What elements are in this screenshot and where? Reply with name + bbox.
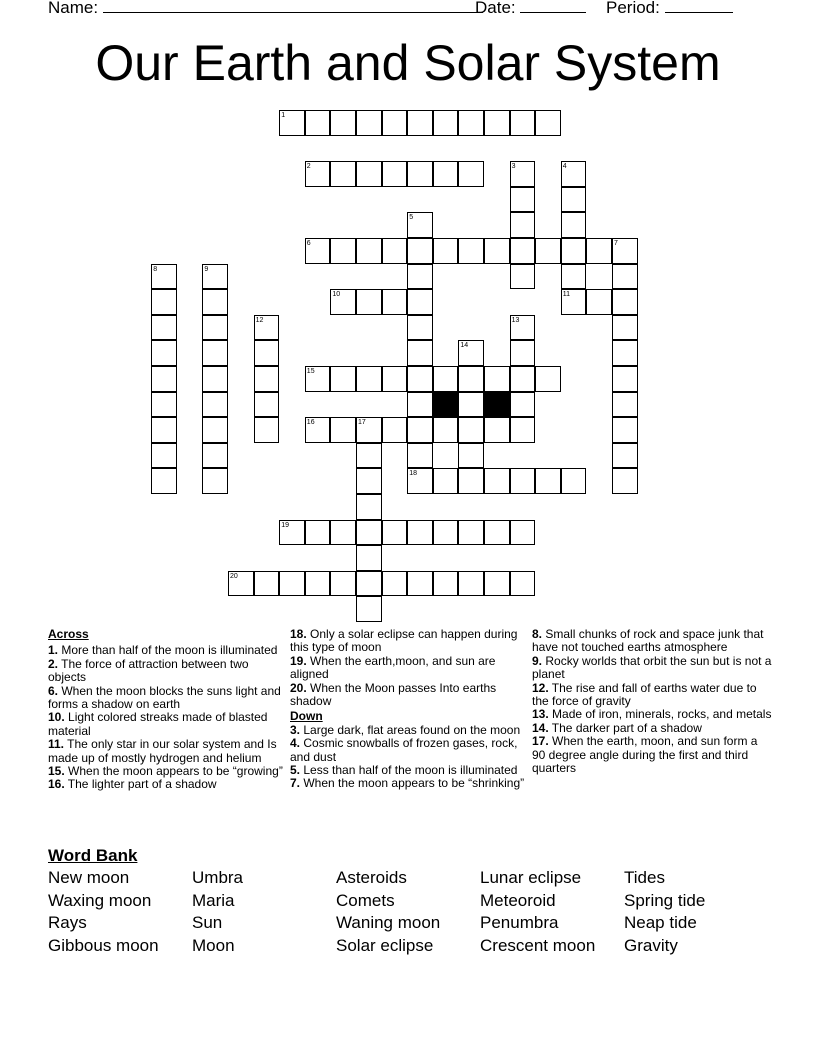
clue-item xyxy=(532,735,772,775)
clue-item xyxy=(532,708,772,721)
crossword-cell[interactable] xyxy=(433,366,459,392)
clue-number: 16. xyxy=(48,777,65,792)
clue-item xyxy=(532,682,772,709)
clue-item xyxy=(290,655,530,682)
word-bank-item: Comets xyxy=(336,891,395,910)
clue-number-4: 4 xyxy=(562,163,567,171)
clue-number-9: 9 xyxy=(204,265,209,273)
crossword-cell[interactable] xyxy=(382,571,408,597)
clue-text: When the moon blocks the suns light and forms a shadow on earth xyxy=(48,683,281,712)
clue-number: 15. xyxy=(48,764,65,779)
clue-number: 8. xyxy=(532,627,543,641)
crossword-cell[interactable] xyxy=(484,571,510,597)
clue-text: Less than half of the moon is illuminated xyxy=(300,763,518,778)
crossword-cell[interactable] xyxy=(330,571,356,597)
word-bank-item: Meteoroid xyxy=(480,891,556,910)
crossword-cell[interactable] xyxy=(484,468,510,494)
word-bank-item: Spring tide xyxy=(624,891,706,910)
period-label: Period: xyxy=(606,0,660,17)
crossword-cell[interactable] xyxy=(612,264,638,290)
clue-item xyxy=(290,682,530,709)
clue-number: 4. xyxy=(290,736,301,751)
crossword-cell[interactable] xyxy=(356,545,382,571)
clue-number-5: 5 xyxy=(409,214,414,222)
crossword-cell[interactable] xyxy=(510,417,536,443)
crossword-cell[interactable] xyxy=(330,238,356,264)
crossword-cell[interactable] xyxy=(407,315,433,341)
crossword-cell[interactable] xyxy=(433,110,459,136)
crossword-cell[interactable] xyxy=(356,289,382,315)
crossword-cell[interactable] xyxy=(510,187,536,213)
clue-number-16: 16 xyxy=(306,419,315,427)
clue-item xyxy=(532,655,772,682)
crossword-cell[interactable] xyxy=(458,110,484,136)
crossword-cell[interactable] xyxy=(458,417,484,443)
word-bank-item: Solar eclipse xyxy=(336,936,434,955)
clue-number: 20. xyxy=(290,680,307,695)
crossword-cell[interactable] xyxy=(356,596,382,622)
crossword-cell[interactable] xyxy=(382,161,408,187)
crossword-cell[interactable] xyxy=(151,340,177,366)
clue-number: 2. xyxy=(48,656,59,671)
clue-number: 18. xyxy=(290,627,307,641)
word-bank-item: Crescent moon xyxy=(480,936,596,955)
clue-item xyxy=(48,658,288,685)
crossword-cell[interactable] xyxy=(484,417,510,443)
crossword-cell[interactable] xyxy=(458,443,484,469)
clue-item xyxy=(290,737,530,764)
crossword-cell[interactable] xyxy=(612,289,638,315)
word-bank-item: Umbra xyxy=(192,868,244,887)
clue-number: 9. xyxy=(532,653,543,668)
clue-number: 6. xyxy=(48,683,59,698)
clue-text: When the moon appears to be “shrinking” xyxy=(300,776,525,791)
crossword-cell[interactable] xyxy=(586,238,612,264)
crossword-cell[interactable] xyxy=(484,238,510,264)
clue-item xyxy=(290,777,530,790)
crossword-cell[interactable] xyxy=(458,520,484,546)
word-bank-item: New moon xyxy=(48,868,130,887)
crossword-cell[interactable] xyxy=(407,571,433,597)
word-bank-item: Waxing moon xyxy=(48,891,152,910)
clue-number-12: 12 xyxy=(255,316,264,324)
word-bank-item: Penumbra xyxy=(480,913,559,932)
crossword-cell[interactable] xyxy=(356,571,382,597)
crossword-cell[interactable] xyxy=(382,520,408,546)
clue-number-10: 10 xyxy=(332,291,341,299)
crossword-cell[interactable] xyxy=(382,289,408,315)
crossword-cell[interactable] xyxy=(254,571,280,597)
word-bank-item: Rays xyxy=(48,913,87,932)
crossword-cell[interactable] xyxy=(535,238,561,264)
clue-number-13: 13 xyxy=(511,316,520,324)
crossword-cell[interactable] xyxy=(535,110,561,136)
crossword-cell[interactable] xyxy=(433,468,459,494)
clue-number: 14. xyxy=(532,720,549,735)
crossword-cell[interactable] xyxy=(356,161,382,187)
clue-number: 13. xyxy=(532,707,549,722)
clue-item xyxy=(48,778,288,791)
crossword-cell[interactable] xyxy=(510,571,536,597)
clue-number: 3. xyxy=(290,722,301,737)
clue-number-15: 15 xyxy=(306,368,315,375)
clue-number-2: 2 xyxy=(306,163,311,171)
crossword-cell[interactable] xyxy=(510,110,536,136)
crossword-cell[interactable] xyxy=(458,238,484,264)
name-label: Name: xyxy=(48,0,99,17)
crossword-cell[interactable] xyxy=(407,443,433,469)
crossword-cell[interactable] xyxy=(382,366,408,392)
crossword-cell[interactable] xyxy=(510,212,536,238)
clue-number: 11. xyxy=(48,737,65,752)
crossword-cell[interactable] xyxy=(202,468,228,494)
crossword-cell[interactable] xyxy=(279,571,305,597)
clue-number: 12. xyxy=(532,680,549,695)
clue-text: Small chunks of rock and space junk that have not touched earths atmosphere xyxy=(532,627,764,655)
crossword-cell[interactable] xyxy=(151,315,177,341)
crossword-cell[interactable] xyxy=(458,468,484,494)
clue-number-20: 20 xyxy=(230,572,238,580)
crossword-cell[interactable] xyxy=(433,161,459,187)
crossword-cell[interactable] xyxy=(407,110,433,136)
crossword-cell[interactable] xyxy=(612,340,638,366)
clues-column-1 xyxy=(48,628,288,792)
crossword-cell[interactable] xyxy=(407,238,433,264)
clue-item xyxy=(290,724,530,737)
crossword-cell[interactable] xyxy=(484,110,510,136)
clue-number: 1. xyxy=(48,643,59,658)
clue-text: When the Moon passes Into earths shadow xyxy=(290,680,497,709)
crossword-cell[interactable] xyxy=(202,315,228,341)
clue-text: Large dark, flat areas found on the moon xyxy=(300,722,521,737)
word-bank-item: Gravity xyxy=(624,936,678,955)
crossword-cell[interactable] xyxy=(458,392,484,418)
crossword-cell[interactable] xyxy=(535,366,561,392)
clue-text: The force of attraction between two objects xyxy=(48,656,249,685)
crossword-cell[interactable] xyxy=(151,468,177,494)
crossword-cell[interactable] xyxy=(330,161,356,187)
crossword-cell[interactable] xyxy=(151,417,177,443)
crossword-cell[interactable] xyxy=(151,443,177,469)
word-bank-item: Sun xyxy=(192,913,223,932)
crossword-cell[interactable] xyxy=(433,417,459,443)
crossword-cell[interactable] xyxy=(612,366,638,392)
clue-number: 5. xyxy=(290,763,301,778)
crossword-cell[interactable] xyxy=(407,340,433,366)
crossword-cell[interactable] xyxy=(151,392,177,418)
clue-number-7: 7 xyxy=(614,240,618,247)
crossword-cell[interactable] xyxy=(612,417,638,443)
clue-text: Only a solar eclipse can happen during this type of moon xyxy=(290,627,518,655)
crossword-cell[interactable] xyxy=(202,366,228,392)
word-bank-item: Gibbous moon xyxy=(48,936,159,955)
crossword-cell[interactable] xyxy=(151,289,177,315)
word-bank-item: Waning moon xyxy=(336,913,441,932)
clue-item xyxy=(290,628,530,655)
crossword-cell[interactable] xyxy=(356,520,382,546)
clue-item xyxy=(532,722,772,735)
crossword-cell[interactable] xyxy=(407,161,433,187)
date-label: Date: xyxy=(475,0,516,17)
word-bank-item: Moon xyxy=(192,936,235,955)
crossword-cell[interactable] xyxy=(561,238,587,264)
crossword-cell[interactable] xyxy=(407,366,433,392)
crossword-cell[interactable] xyxy=(305,110,331,136)
down-heading: Down xyxy=(290,709,323,724)
word-bank-item: Neap tide xyxy=(624,913,697,932)
crossword-cell[interactable] xyxy=(612,392,638,418)
crossword-cell[interactable] xyxy=(202,443,228,469)
crossword-black-cell xyxy=(484,392,510,418)
crossword-cell[interactable] xyxy=(612,315,638,341)
clue-text: Made of iron, minerals, rocks, and metals xyxy=(548,707,772,722)
crossword-cell[interactable] xyxy=(510,264,536,290)
clue-number-17: 17 xyxy=(358,419,366,427)
crossword-cell[interactable] xyxy=(561,264,587,290)
clue-number-18: 18 xyxy=(409,470,417,478)
clues-column-2 xyxy=(290,628,530,791)
crossword-cell[interactable] xyxy=(305,571,331,597)
clue-text: Rocky worlds that orbit the sun but is not a planet xyxy=(532,653,772,682)
crossword-cell[interactable] xyxy=(561,468,587,494)
crossword-cell[interactable] xyxy=(510,520,536,546)
crossword-cell[interactable] xyxy=(382,417,408,443)
clue-item xyxy=(48,738,288,765)
crossword-cell[interactable] xyxy=(330,366,356,392)
clue-text: The only star in our solar system and Is made up of mostly hydrogen and helium xyxy=(48,737,277,765)
crossword-cell[interactable] xyxy=(586,289,612,315)
clue-text: Light colored streaks made of blasted material xyxy=(48,710,268,738)
crossword-cell[interactable] xyxy=(510,238,536,264)
crossword-cell[interactable] xyxy=(382,110,408,136)
clue-text: More than half of the moon is illuminated xyxy=(58,643,278,658)
crossword-cell[interactable] xyxy=(510,340,536,366)
clue-number-6: 6 xyxy=(306,240,311,247)
crossword-cell[interactable] xyxy=(330,110,356,136)
crossword-cell[interactable] xyxy=(510,392,536,418)
crossword-cell[interactable] xyxy=(561,212,587,238)
clue-item xyxy=(532,628,772,655)
clue-number-14: 14 xyxy=(460,342,469,350)
crossword-cell[interactable] xyxy=(330,520,356,546)
crossword-cell[interactable] xyxy=(254,417,280,443)
crossword-cell[interactable] xyxy=(458,366,484,392)
crossword-cell[interactable] xyxy=(356,494,382,520)
crossword-cell[interactable] xyxy=(612,443,638,469)
crossword-cell[interactable] xyxy=(407,289,433,315)
clue-text: Cosmic snowballs of frozen gases, rock, and dust xyxy=(290,736,518,764)
clue-text: When the earth,moon, and sun are aligned xyxy=(290,653,496,682)
clue-item xyxy=(48,644,288,657)
clue-number: 10. xyxy=(48,710,65,725)
crossword-cell[interactable] xyxy=(433,571,459,597)
clue-number-11: 11 xyxy=(562,291,571,299)
crossword-cell[interactable] xyxy=(305,520,331,546)
crossword-cell[interactable] xyxy=(484,366,510,392)
crossword-black-cell xyxy=(433,392,459,418)
crossword-cell[interactable] xyxy=(254,340,280,366)
crossword-cell[interactable] xyxy=(356,110,382,136)
clue-number: 7. xyxy=(290,776,301,791)
clue-item xyxy=(48,685,288,712)
crossword-cell[interactable] xyxy=(612,468,638,494)
clue-number-3: 3 xyxy=(511,163,516,171)
clue-item xyxy=(290,764,530,777)
word-bank-title: Word Bank xyxy=(48,846,138,865)
crossword-cell[interactable] xyxy=(254,366,280,392)
crossword-cell[interactable] xyxy=(407,417,433,443)
crossword-cell[interactable] xyxy=(561,187,587,213)
crossword-cell[interactable] xyxy=(407,264,433,290)
crossword-cell[interactable] xyxy=(356,468,382,494)
word-bank-item: Tides xyxy=(624,868,665,887)
crossword-cell[interactable] xyxy=(202,417,228,443)
clue-text: The darker part of a shadow xyxy=(548,720,702,735)
clues-column-3 xyxy=(532,628,772,775)
crossword-cell[interactable] xyxy=(407,392,433,418)
clue-item xyxy=(48,765,288,778)
clue-text: When the moon appears to be “growing” xyxy=(64,764,283,779)
clue-number: 19. xyxy=(290,653,307,668)
crossword-cell[interactable] xyxy=(356,238,382,264)
word-bank-item: Lunar eclipse xyxy=(480,868,582,887)
clue-text: The lighter part of a shadow xyxy=(64,777,217,792)
crossword-cell[interactable] xyxy=(510,366,536,392)
crossword-cell[interactable] xyxy=(356,443,382,469)
crossword-cell[interactable] xyxy=(202,392,228,418)
crossword-cell[interactable] xyxy=(510,468,536,494)
crossword-cell[interactable] xyxy=(433,520,459,546)
crossword-cell[interactable] xyxy=(254,392,280,418)
across-heading: Across xyxy=(48,627,89,641)
page-title: Our Earth and Solar System xyxy=(95,35,721,91)
word-bank-item: Maria xyxy=(192,891,235,910)
crossword-cell[interactable] xyxy=(407,520,433,546)
crossword-cell[interactable] xyxy=(202,340,228,366)
clue-item xyxy=(48,711,288,738)
clue-text: The rise and fall of earths water due to the force of gravity xyxy=(532,680,757,709)
crossword-cell[interactable] xyxy=(484,520,510,546)
clue-number: 17. xyxy=(532,734,549,749)
clue-text: When the earth, moon, and sun form a 90 degree angle during the first and third quarters xyxy=(532,734,758,776)
crossword-cell[interactable] xyxy=(535,468,561,494)
crossword-cell[interactable] xyxy=(458,161,484,187)
clue-number-1: 1 xyxy=(281,112,286,119)
crossword-cell[interactable] xyxy=(356,366,382,392)
crossword-cell[interactable] xyxy=(330,417,356,443)
crossword-cell[interactable] xyxy=(458,571,484,597)
clue-number-8: 8 xyxy=(153,265,158,273)
crossword-cell[interactable] xyxy=(382,238,408,264)
crossword-cell[interactable] xyxy=(433,238,459,264)
clue-number-19: 19 xyxy=(281,521,289,529)
crossword-cell[interactable] xyxy=(202,289,228,315)
crossword-cell[interactable] xyxy=(151,366,177,392)
word-bank-item: Asteroids xyxy=(336,868,407,887)
